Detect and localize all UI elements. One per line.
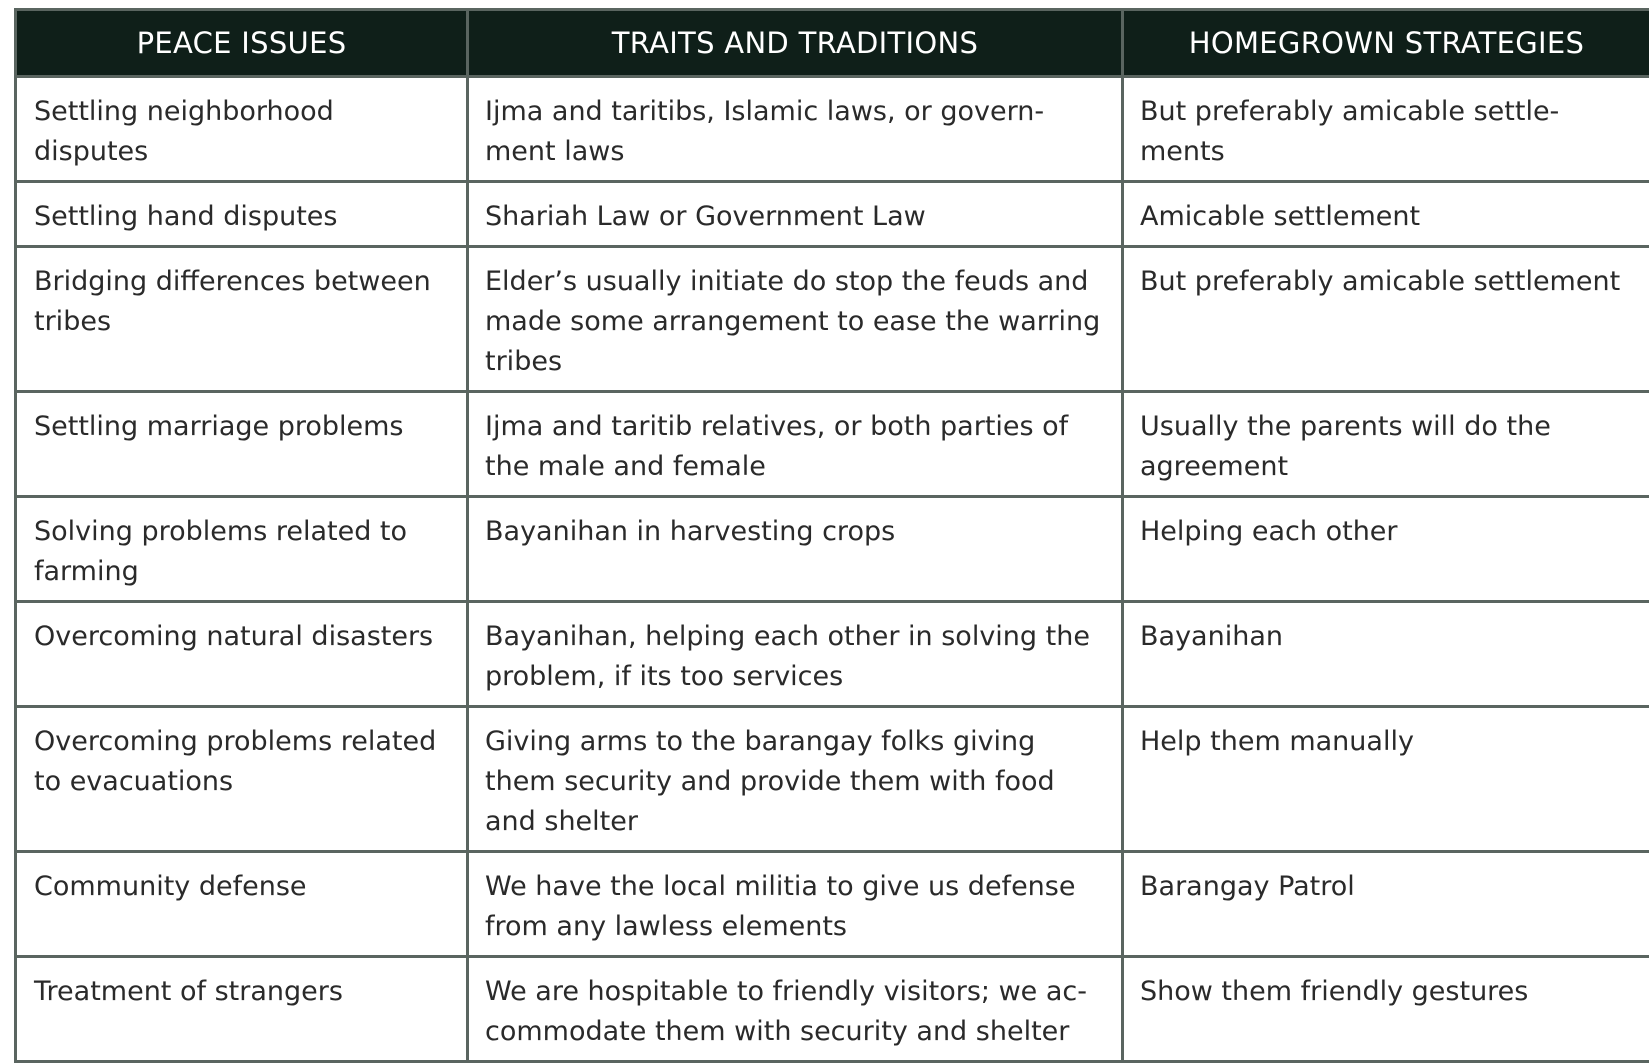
traits-cell: Shariah Law or Government Law [468,182,1123,247]
strategy-cell: Help them manually [1123,707,1649,852]
peace-issue-cell: Settling hand disputes [16,182,468,247]
strategy-cell: Show them friendly gestures [1123,957,1649,1062]
table-row [16,957,1649,1062]
strategy-cell: But preferably amicable settle-ments [1123,77,1649,182]
table-row [16,707,1649,852]
strategy-cell: Usually the parents will do the agreement [1123,392,1649,497]
peace-issue-cell: Overcoming problems related to evacuations [16,707,468,852]
table-row [16,497,1649,602]
traits-cell: Ijma and taritib relatives, or both parties of the male and female [468,392,1123,497]
strategy-cell: Helping each other [1123,497,1649,602]
table-row [16,77,1649,182]
peace-issue-cell: Solving problems related to farming [16,497,468,602]
strategy-cell: Bayanihan [1123,602,1649,707]
column-header-peace-issues: PEACE ISSUES [16,10,468,77]
column-header-homegrown-strategies: HOMEGROWN STRATEGIES [1123,10,1649,77]
traits-cell: Giving arms to the barangay folks giving them security and provide them with food and shelter [468,707,1123,852]
column-header-traits-and-traditions: TRAITS AND TRADITIONS [468,10,1123,77]
strategy-cell: Barangay Patrol [1123,852,1649,957]
table-row [16,852,1649,957]
peace-issue-cell: Treatment of strangers [16,957,468,1062]
peace-issue-cell: Bridging differences between tribes [16,247,468,392]
traits-cell: We are hospitable to friendly visitors; we ac-commodate them with security and shelter [468,957,1123,1062]
peace-issues-table [14,8,1649,1063]
traits-cell: Bayanihan in harvesting crops [468,497,1123,602]
traits-cell: Bayanihan, helping each other in solving the problem, if its too services [468,602,1123,707]
peace-issue-cell: Settling neighborhood disputes [16,77,468,182]
peace-issue-cell: Settling marriage problems [16,392,468,497]
peace-issue-cell: Overcoming natural disasters [16,602,468,707]
table-header-row [16,10,1649,77]
peace-issues-table-container [14,8,1649,1063]
strategy-cell: But preferably amicable settlement [1123,247,1649,392]
table-row [16,392,1649,497]
strategy-cell: Amicable settlement [1123,182,1649,247]
traits-cell: Ijma and taritibs, Islamic laws, or govern-ment laws [468,77,1123,182]
table-row [16,602,1649,707]
table-row [16,247,1649,392]
table-row [16,182,1649,247]
traits-cell: We have the local militia to give us defense from any lawless elements [468,852,1123,957]
peace-issue-cell: Community defense [16,852,468,957]
traits-cell: Elder’s usually initiate do stop the feuds and made some arrangement to ease the warring tribes [468,247,1123,392]
